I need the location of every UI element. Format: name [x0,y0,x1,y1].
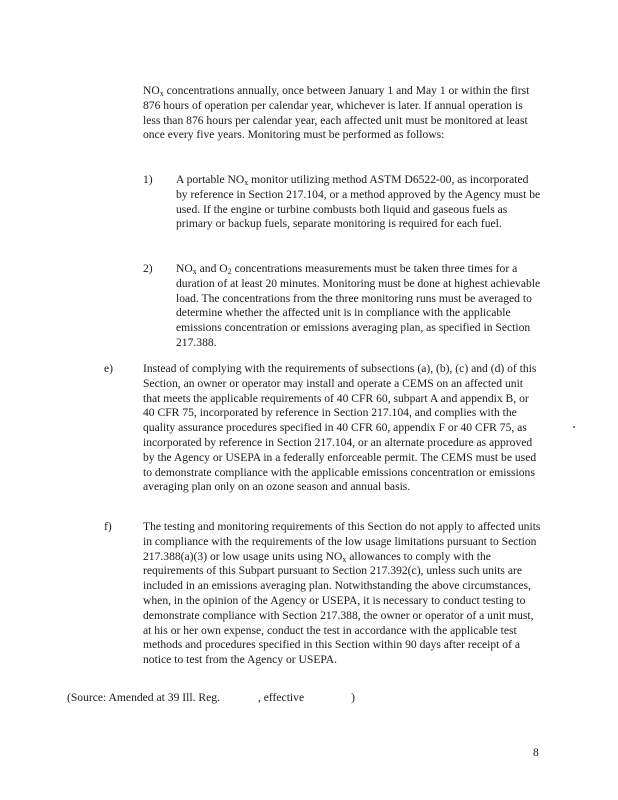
item-text-1: A portable $NO_x$ monitor utilizing method ASTM D6522-00, as incorporated by reference in Section 217.104, or a method approved by the Agency must be used. If the engine or turbine combusts both liquid and gaseous fuels as primary or backup fuels, separate monitoring is required for each fuel. [176,173,541,231]
intro-paragraph: $NO_x$ concentrations annually, once between January 1 and May 1 or within the first 876 hours of operation per calendar year, whichever is later. If annual operation is less than 876 hours per calendar year, each affected unit must be monitored at least once every five years. Monitoring must be performed as follows: [143,84,530,142]
item-text-2: $NO_x$ and $O_2$ concentrations measurements must be taken three times for a duration of at least 20 minutes. Monitoring must be done at highest achievable load. The concentrations from the three monitoring runs must be averaged to determine whether the affected unit is in compliance with the applicable emissions concentration or emissions averaging plan, as specified in Section 217.388. [176,262,541,349]
subscript-x: x [244,178,249,187]
subscript-x: x [192,267,197,276]
section-text-e: Instead of complying with the requirements of subsections (a), (b), (c) and (d) of this Section, an owner or operator may install and operate a CEMS on an affected unit that meets the applicable requirements of 40 CFR 60, subpart A and appendix B, or 40 CFR 75, incorporated by reference in Section 217.104, and complies with the quality assurance procedures specified in 40 CFR 60, appendix F or 40 CFR 75, as incorporated by reference in Section 217.104, or an alternate procedure as approved by the Agency or USEPA in a federally enforceable permit. The CEMS must be used to demonstrate compliance with the applicable emissions concentration or emissions averaging plan only on an ozone season and annual basis. [143,362,537,494]
section-text-f: The testing and monitoring requirements of this Section do not apply to affected units in compliance with the requirements of the low usage limitations pursuant to Section 217.388(a)(3) or low usage units using $NO_x$ allowances to comply with the requirements of this Subpart pursuant to Section 217.392(c), unless such units are included in an emissions averaging plan. Notwithstanding the above circumstances, when, in the opinion of the Agency or USEPA, it is necessary to conduct testing to demonstrate compliance with Section 217.388, the owner or operator of a unit must, at his or her own expense, conduct the test in accordance with the applicable test methods and procedures specified in this Section within 90 days after receipt of a notice to test from the Agency or USEPA. [143,520,541,667]
item-label-2: 2) [143,262,153,275]
subscript-x: x [159,89,164,98]
item-label-1: 1) [143,173,153,186]
scan-artifact-dot [573,426,575,428]
page-number: 8 [533,746,539,759]
section-label-f: f) [104,520,112,533]
source-note: (Source: Amended at 39 Ill. Reg. , effective ) [67,691,355,704]
subscript-2: 2 [227,267,232,276]
subscript-x: x [342,554,347,564]
section-label-e: e) [104,362,114,375]
